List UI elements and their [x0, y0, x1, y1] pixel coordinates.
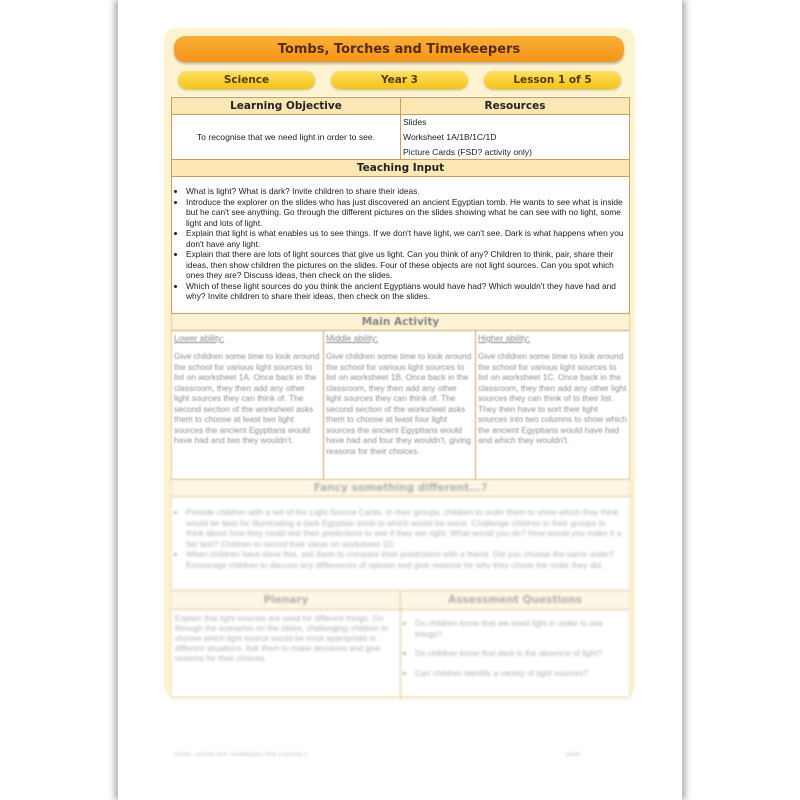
assessment-header: Assessment Questions	[400, 590, 630, 610]
list-item: • Introduce the explorer on the slides who has just discovered an ancient Egyptian tomb. He wants to see what is inside but he can't see anything. Go through the different pictures on the slides showing what he can see with no light, some light and lots of light.	[186, 197, 625, 229]
middle-ability-cell	[323, 330, 476, 480]
list-item: • Can children identify a variety of light sources?	[415, 668, 625, 679]
teaching-input-cell	[171, 176, 630, 314]
lower-ability-label: Lower ability:	[174, 333, 225, 343]
higher-ability-cell	[475, 330, 630, 480]
objective-cell	[171, 114, 401, 160]
list-item: • When children have done this, ask them to compare their predictions with a friend. Did you choose the same order? Encourage children to discuss any differences of opinion and give reasons for why they chose the order they did.	[186, 549, 625, 570]
objective-header: Learning Objective	[171, 97, 401, 115]
list-item: • Do children know that we need light in order to see things?	[415, 618, 625, 639]
lesson-title: Tombs, Torches and Timekeepers	[174, 36, 624, 62]
middle-ability-label: Middle ability:	[326, 333, 379, 343]
lower-ability-cell	[171, 330, 324, 480]
objective-text: To recognise that we need light in order to see.	[196, 131, 376, 142]
higher-ability-text: Give children some time to look around the school for various light sources to list on worksheet 1C. Once back in the classroom, they then add any other light sources they can think of to their list. They then have to sort their light sources into two columns to show which the ancient Egyptians would have had and which they wouldn't.	[478, 351, 627, 445]
main-activity-header: Main Activity	[171, 313, 630, 331]
assessment-list	[401, 618, 629, 678]
lesson-pill: Lesson 1 of 5	[484, 71, 621, 89]
list-item: • Do children know that dark is the absence of light?	[415, 648, 625, 659]
list-item: • Which of these light sources do you think the ancient Egyptians would have had? Which wouldn't they have had and why? Invite children to share their ideas, then check on the slides.	[186, 281, 625, 302]
resource-item: Worksheet 1A/1B/1C/1D	[403, 132, 497, 142]
list-item: • Explain that light is what enables us to see things. If we don't have light, we can't see. Dark is what happens when you don't have any light.	[186, 228, 625, 249]
resource-item: Picture Cards (FSD? activity only)	[403, 147, 532, 157]
resource-item: Slides	[403, 117, 427, 127]
higher-ability-label: Higher ability:	[478, 333, 531, 343]
fancy-cell	[171, 496, 630, 591]
teaching-input-header: Teaching Input	[171, 159, 630, 177]
year-pill: Year 3	[331, 71, 468, 89]
middle-ability-text: Give children some time to look around the school for various light sources to list on worksheet 1B. Once back in the classroom, they then add any other light sources they can think of. The second section of the worksheet asks them to choose at least four light sources the ancient Egyptians would have had and four they wouldn't, giving reasons for their choices.	[326, 351, 472, 456]
list-item: • Provide children with a set of the Light Source Cards. In their groups, children to order them to show which they think would be best for illuminating a dark Egyptian tomb to which would be worst. Challenge children in their groups to think about how they could test their predictions to see if they are right. What would you do? How would you make it a fair test? Children to record their ideas on worksheet 1D.	[186, 507, 625, 549]
subject-pill: Science	[178, 71, 315, 89]
footer-right: planit	[566, 752, 581, 758]
resources-header: Resources	[400, 97, 630, 115]
assessment-cell	[400, 609, 630, 699]
plenary-header: Plenary	[171, 590, 401, 610]
plenary-text: Explain that light sources are used for different things. Go through the scenarios on the slides, challenging children to choose which light source would be most appropriate in different situations. Ask them to make decisions and give reasons for their choices.	[175, 614, 389, 663]
teaching-input-list	[172, 186, 629, 302]
list-item: • What is light? What is dark? Invite children to share their ideas.	[186, 186, 625, 197]
fancy-header: Fancy something different...?	[171, 479, 630, 497]
plenary-cell	[171, 609, 401, 699]
fancy-list	[172, 507, 629, 570]
resources-cell	[400, 114, 630, 160]
footer-left: Tombs, Torches and Timekeepers Year 3 Lesson 1	[173, 752, 308, 758]
lower-ability-text: Give children some time to look around the school for various light sources to list on worksheet 1A. Once back in the classroom, they then add any other light sources they can think of. The second section of the worksheet asks them to choose at least two light sources the ancient Egyptians would have had and two they wouldn't.	[174, 351, 320, 445]
list-item: • Explain that there are lots of light sources that give us light. Can you think of any? Children to think, pair, share their ideas, then show children the pictures on the slides. Four of these objects are not light sources. Can you spot which ones they are? Discuss ideas, then check on the slides.	[186, 249, 625, 281]
